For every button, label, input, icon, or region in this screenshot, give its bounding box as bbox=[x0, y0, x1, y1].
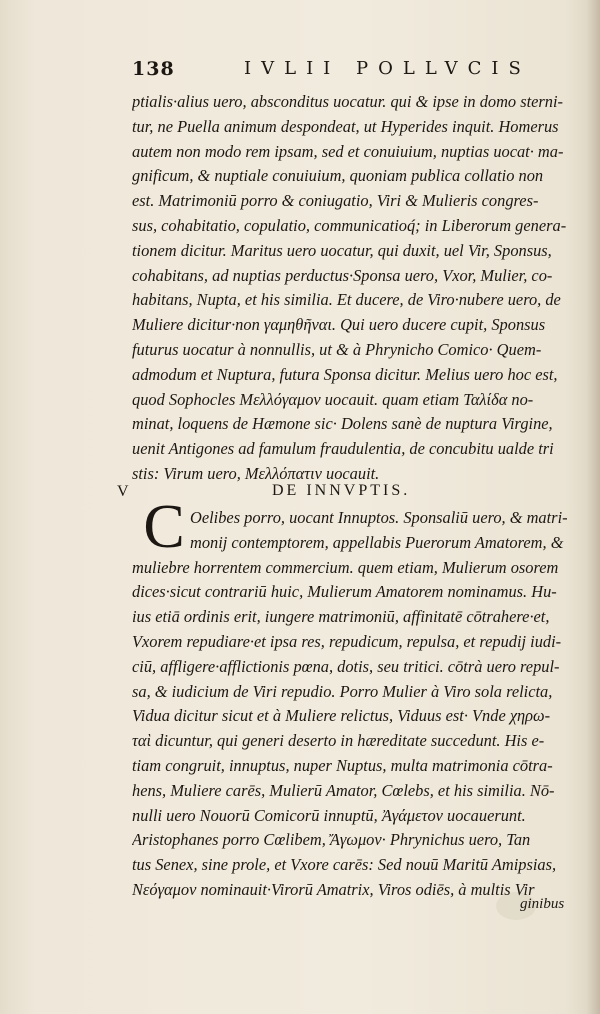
drop-cap: C bbox=[143, 493, 185, 561]
text-line: sa, & iudicium de Viri repudio. Porro Mulier à Viro sola relicta, bbox=[132, 681, 553, 701]
text-line: uenit Antigones ad famulum fraudulentia, de concubitu ualde tri bbox=[132, 439, 554, 459]
page-header bbox=[132, 58, 562, 84]
text-line: sus, cohabitatio, copulatio, communicatioq́; in Liberorum genera- bbox=[132, 215, 567, 235]
text-line: tiam congruit, innuptus, nuper Nuptus, multa matrimonia cōtra- bbox=[132, 755, 553, 775]
text-line: muliebre horrentem commercium. quem etiam, Mulierum osorem bbox=[132, 557, 559, 577]
text-line: tur, ne Puella animum despondeat, ut Hyperides inquit. Homerus bbox=[132, 116, 559, 136]
text-line: hens, Muliere carēs, Mulierū Amator, Cœlebs, et his similia. Nō- bbox=[132, 780, 555, 800]
text-line: quod Sophocles Μελλόγαμον uocauit. quam etiam Ταλίδα no- bbox=[132, 389, 534, 409]
text-line: Vxorem repudiare·et ipsa res, repudicum, repulsa, et repudij iudi- bbox=[132, 631, 562, 651]
text-line: Muliere dicitur·non γαμηθῆναι. Qui uero ducere cupit, Sponsus bbox=[132, 315, 546, 335]
text-line: tus Senex, sine prole, et Vxore carēs: Sed nouū Maritū Amipsias, bbox=[132, 855, 557, 875]
text-line: ciū, affligere·afflictionis pœna, dotis, seu tritici. cōtrà uero repul- bbox=[132, 656, 560, 676]
text-line: ius etiā ordinis erit, iungere matrimoniū, affinitatē cōtrahere·et, bbox=[132, 607, 550, 627]
text-line: tionem dicitur. Maritus uero uocatur, qui duxit, uel Vir, Sponsus, bbox=[132, 240, 552, 260]
running-title: IVLII POLLVCIS bbox=[244, 58, 531, 79]
text-line: cohabitans, ad nuptias perductus·Sponsa uero, Vxor, Mulier, co- bbox=[132, 265, 553, 285]
text-line: ptialis·alius uero, absconditus uocatur. qui & ipse in domo sterni- bbox=[132, 92, 564, 111]
text-line: est. Matrimoniū porro & coniugatio, Viri & Mulieris congres- bbox=[132, 191, 539, 211]
text-line: Vidua dicitur sicut et à Muliere relictus, Viduus est· Vnde χηρω- bbox=[132, 706, 551, 726]
page-number: 138 bbox=[132, 58, 175, 80]
text-line: habitans, Nupta, et his similia. Et ducere, de Viro·nubere uero, de bbox=[132, 290, 561, 310]
text-line: futurus uocatur à nonnullis, ut & à Phrynicho Comico· Quem- bbox=[132, 339, 542, 359]
text-line: autem non modo rem ipsam, sed et conuiuium, nuptias uocat· ma- bbox=[132, 141, 564, 161]
text-line: Oelibes porro, uocant Innuptos. Sponsaliū uero, & matri- bbox=[190, 508, 568, 527]
section-text bbox=[132, 506, 572, 903]
text-line: minat, loquens de Hæmone sic· Dolens sanè de nuptura Virgine, bbox=[132, 414, 553, 434]
text-line: dices·sicut contrariū huic, Mulierum Amatorem nominamus. Hu- bbox=[132, 582, 557, 602]
section-marker: V bbox=[117, 483, 129, 500]
text-line: nulli uero Nouorū Comicorū innuptū, Ἀγάμετον uocauerunt. bbox=[132, 805, 526, 825]
text-line: Νεόγαμον nominauit·Virorū Amatrix, Viros odiēs, à multis Vir bbox=[132, 879, 535, 899]
body-text bbox=[132, 90, 572, 487]
text-line: admodum et Nuptura, futura Sponsa dicitur. Melius uero hoc est, bbox=[132, 364, 558, 384]
text-line: monij contemptorem, appellabis Puerorum Amatorem, & bbox=[190, 532, 564, 552]
text-line: Aristophanes porro Cœlibem, Ἄγωμον· Phrynichus uero, Tan bbox=[132, 830, 531, 850]
catchword: ginibus bbox=[520, 896, 565, 912]
text-line: ταὶ dicuntur, qui generi deserto in hæreditate succedunt. His e- bbox=[132, 731, 545, 751]
section-title: DE INNVPTIS. bbox=[272, 482, 411, 499]
text-line: gnificum, & nuptiale conuiuium, quoniam publica collatio non bbox=[132, 166, 544, 186]
text-line: stis: Virum uero, Μελλόπατιν uocauit. bbox=[132, 463, 380, 483]
